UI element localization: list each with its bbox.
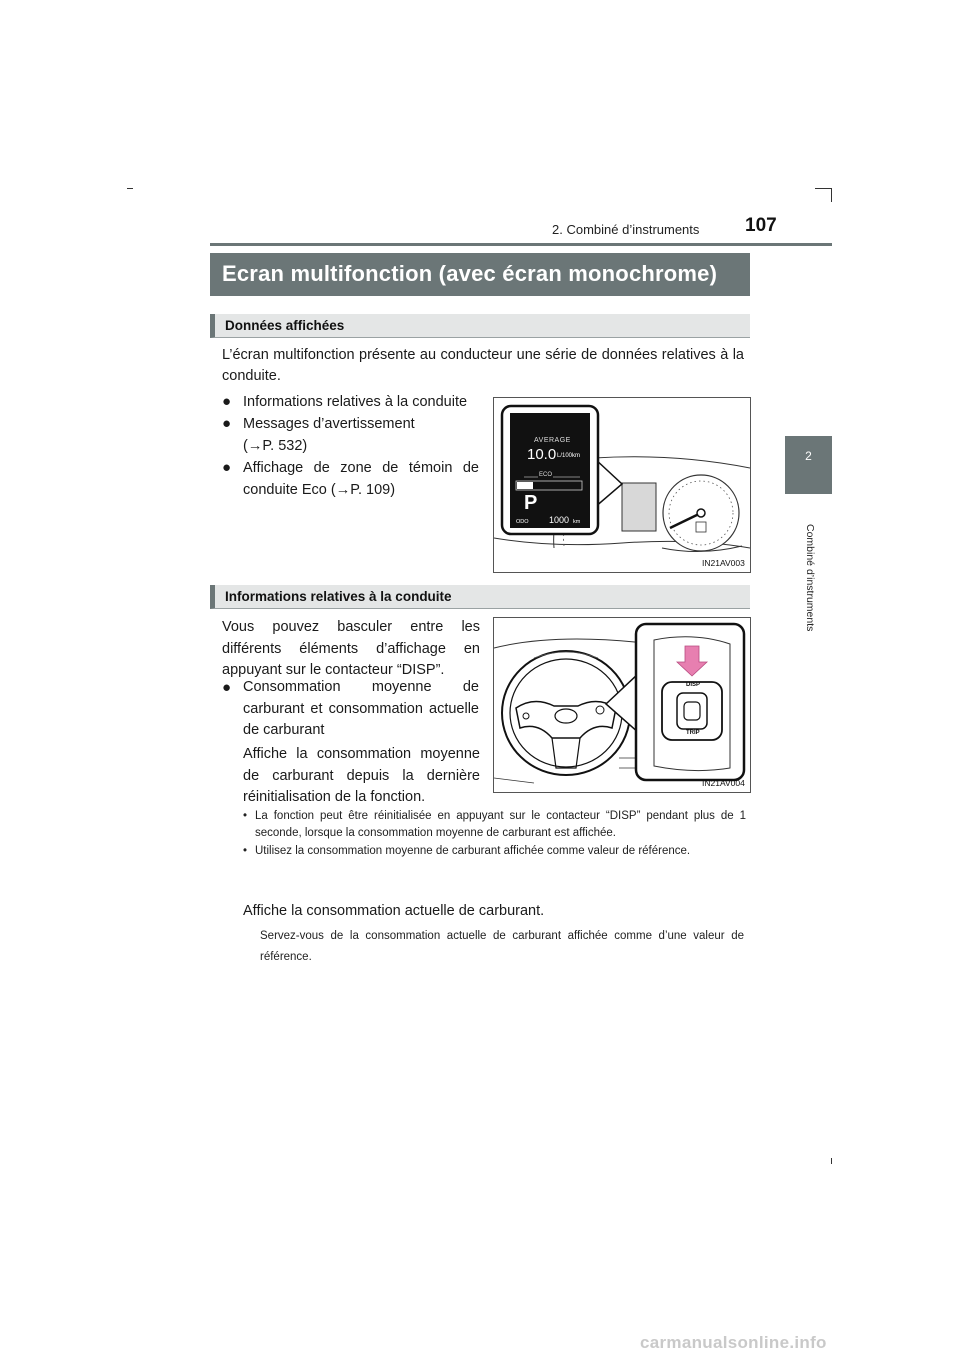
- crop-mark-top-right-h: [815, 188, 832, 189]
- current-note: Servez-vous de la consommation actuelle de carburant affichée comme d’une valeur de référence.: [260, 930, 744, 963]
- note-item: [243, 843, 746, 860]
- trip-label: TRIP: [686, 730, 700, 736]
- page-title: Ecran multifonction (avec écran monochrome): [222, 261, 718, 286]
- section-heading-text: Informations relatives à la conduite: [225, 589, 452, 604]
- bullet-icon: ●: [222, 393, 232, 410]
- bullet-item: [222, 457, 482, 501]
- steering-illustration: [494, 618, 750, 792]
- cluster-illustration: [494, 398, 750, 572]
- bullet-icon: ●: [222, 679, 232, 696]
- section-label: 2. Combiné d’instruments: [552, 222, 700, 237]
- display-value: 10.0: [527, 446, 557, 463]
- bullet-item: [222, 391, 482, 413]
- note-bullet: •: [243, 845, 248, 857]
- note-bullet: •: [243, 810, 248, 822]
- bullet-icon: ●: [222, 415, 232, 432]
- disp-label: DISP: [686, 682, 701, 688]
- display-gear: P: [524, 492, 538, 514]
- chapter-label: Combiné d’instruments: [804, 524, 816, 632]
- section-heading-text: Données affichées: [225, 318, 345, 333]
- figure-code: IN21AV003: [702, 558, 745, 568]
- header-rule: [210, 243, 832, 246]
- bullet-item: [222, 677, 482, 743]
- note-text: La fonction peut être réinitialisée en appuyant sur le contacteur “DISP” pendant plus de 1 seconde, lorsque la consommation moyenne de carburant est affichée.: [255, 810, 746, 839]
- chapter-number: 2: [805, 449, 812, 463]
- section-heading-informations: [210, 585, 750, 609]
- intro-paragraph: L’écran multifonction présente au conducteur une série de données relatives à la conduite.: [222, 347, 744, 384]
- note-item: [243, 808, 746, 842]
- bullet-item: [222, 413, 482, 457]
- figure-instrument-cluster: [493, 397, 751, 573]
- figure-steering-wheel: [493, 617, 751, 793]
- bullet-text: Consommation moyenne de carburant et consommation actuelle de carburant: [243, 679, 479, 738]
- current-description: Affiche la consommation actuelle de carburant.: [243, 903, 545, 919]
- display-odo-label: ODO: [516, 519, 529, 525]
- figure-code: IN21AV004: [702, 778, 745, 788]
- note-list: [243, 808, 746, 860]
- display-odo-unit: km: [573, 519, 581, 525]
- display-eco-label: ECO: [539, 472, 553, 478]
- bullet-text: Informations relatives à la conduite: [243, 394, 468, 410]
- crop-mark-top-right-v: [831, 188, 832, 202]
- watermark: carmanualsonline.info: [640, 1333, 827, 1352]
- crop-mark-bottom-right: [831, 1158, 832, 1164]
- note-text: Utilisez la consommation moyenne de carburant affichée comme valeur de référence.: [255, 845, 691, 857]
- bullet-text: Affichage de zone de témoin de conduite Eco (→P. 109): [243, 460, 479, 498]
- item-description: Affiche la consommation moyenne de carburant depuis la dernière réinitialisation de la fonction.: [243, 746, 480, 805]
- display-unit: L/100km: [557, 453, 581, 459]
- display-average-label: AVERAGE: [534, 437, 571, 444]
- page-number: 107: [745, 215, 777, 236]
- intro-paragraph: Vous pouvez basculer entre les différents éléments d’affichage en appuyant sur le contacteur “DISP”.: [222, 619, 480, 678]
- display-odo-value: 1000: [549, 515, 570, 525]
- section-heading-donnees: [210, 314, 750, 338]
- chapter-tab: [785, 436, 832, 494]
- bullet-text: Messages d’avertissement (→P. 532): [243, 416, 415, 454]
- bullet-icon: ●: [222, 459, 232, 476]
- crop-mark-top-left: [127, 188, 133, 189]
